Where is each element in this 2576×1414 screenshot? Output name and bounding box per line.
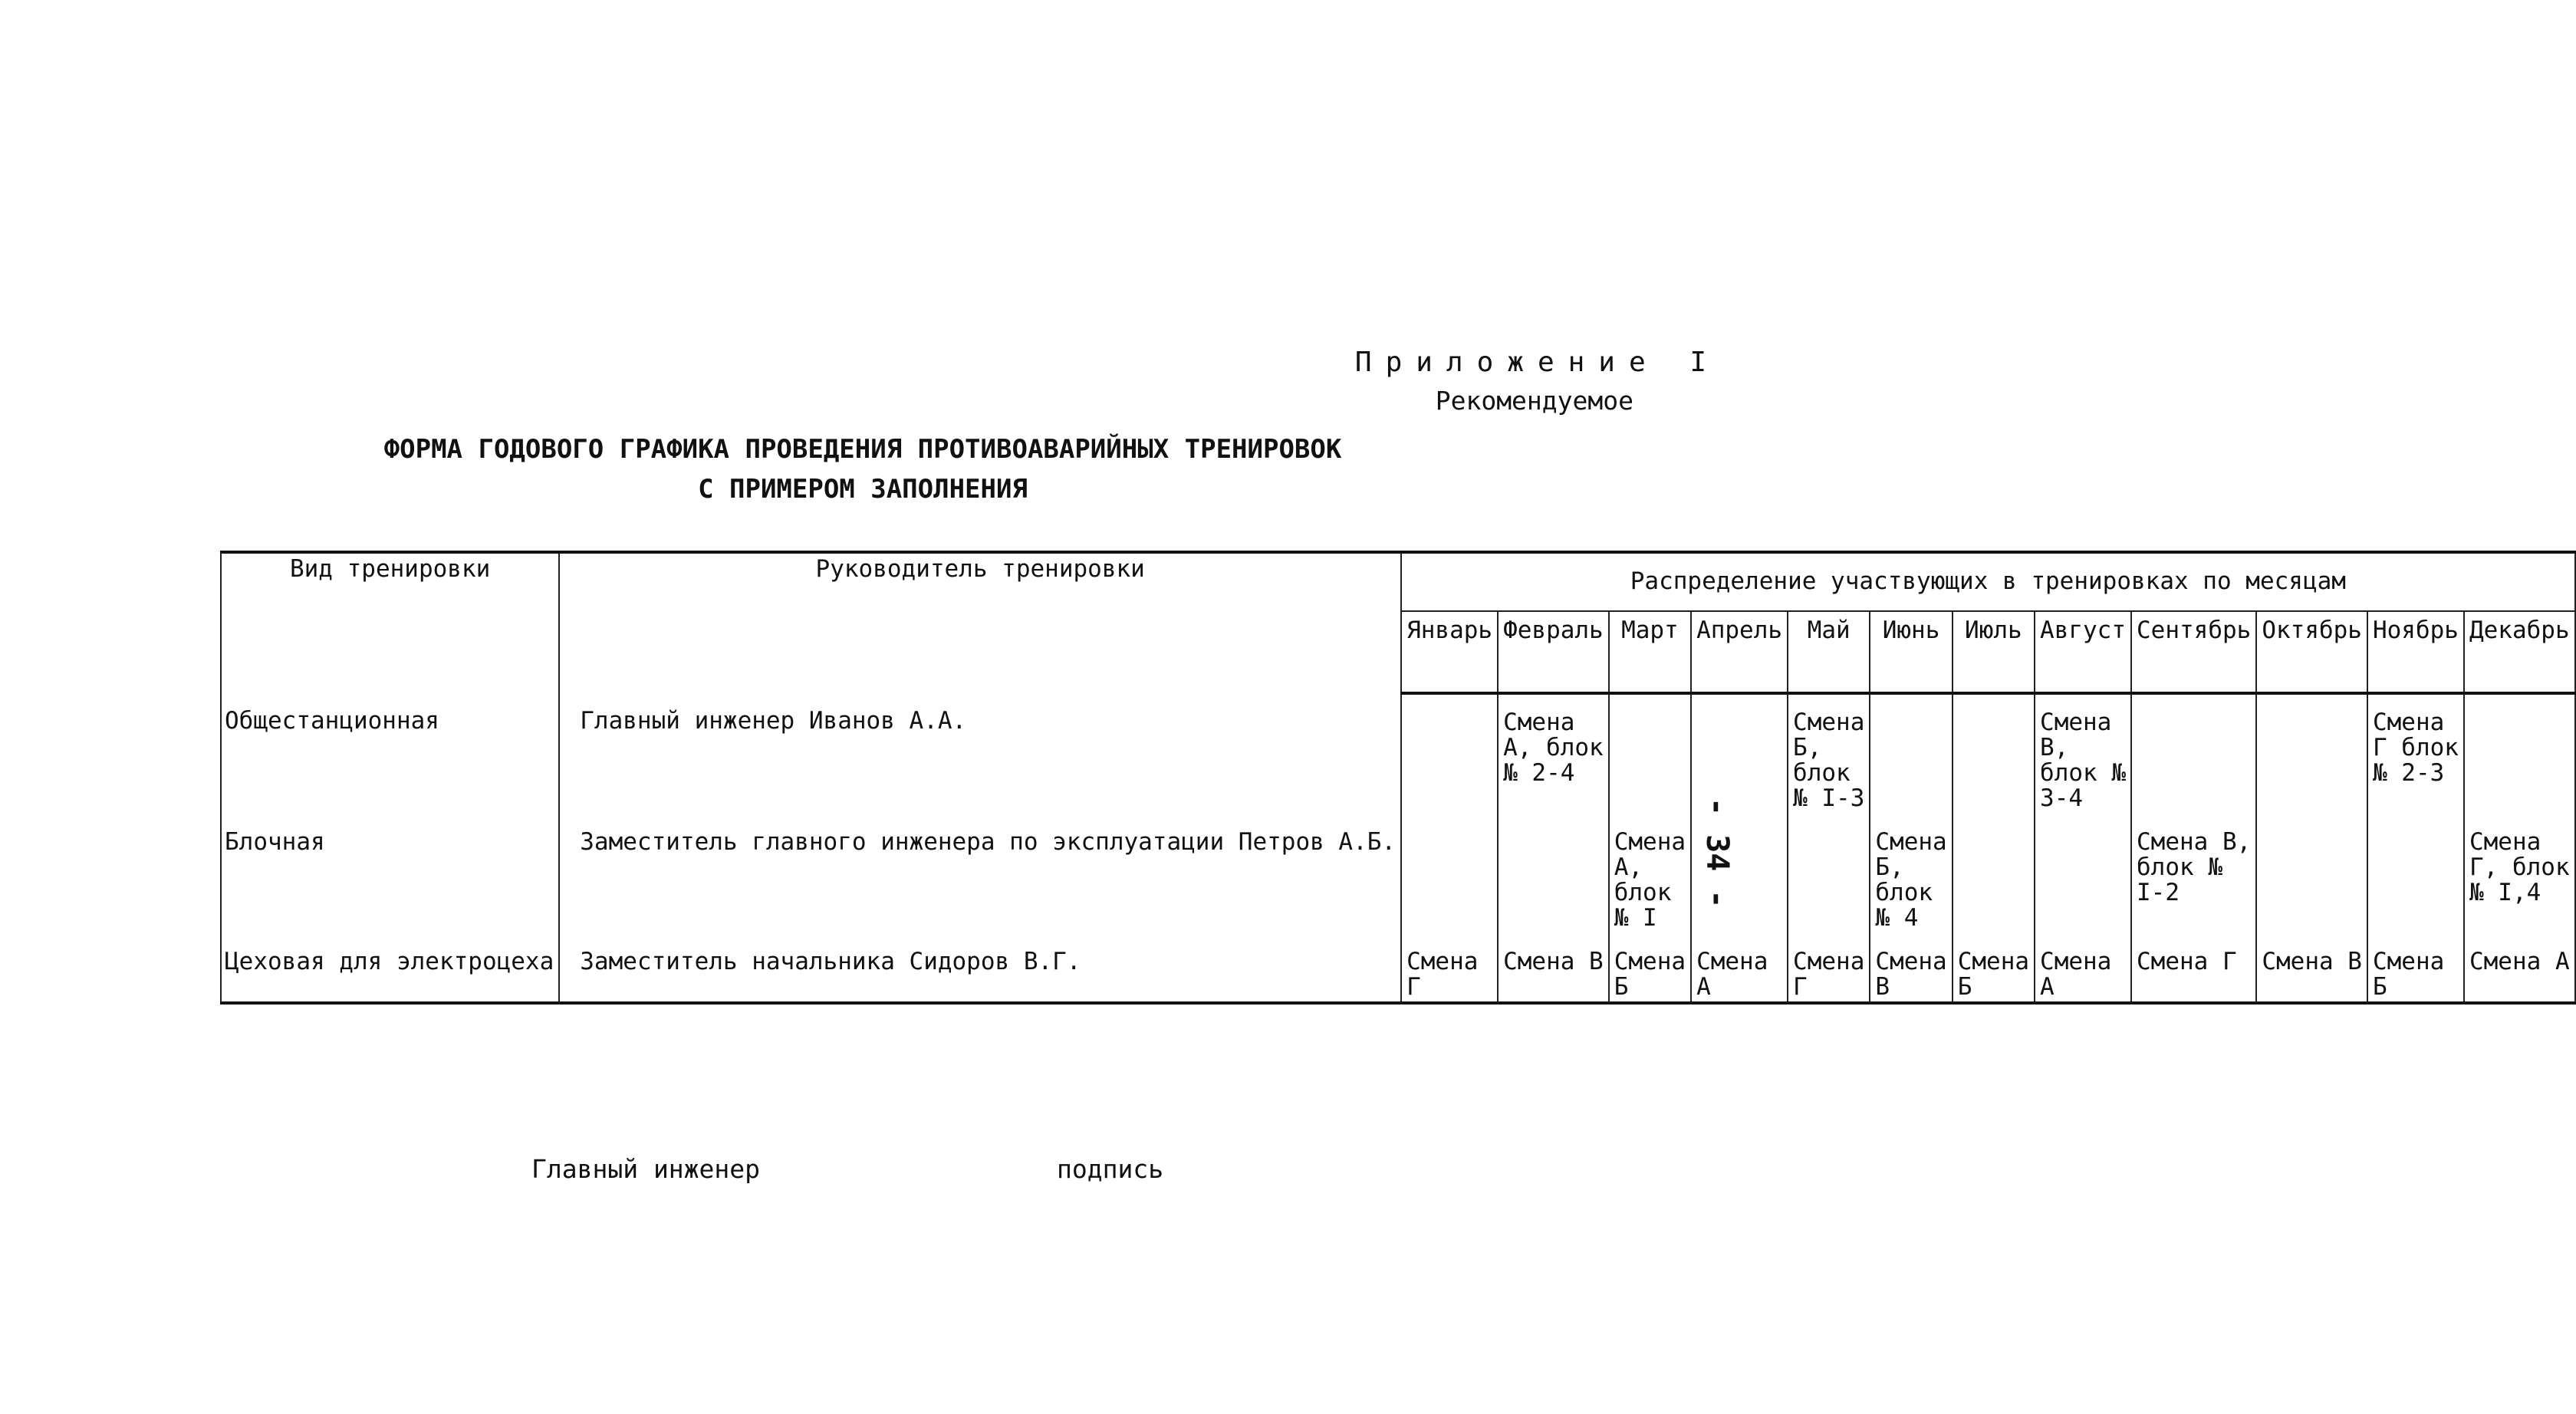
month-cell: Смена В, блок № 3-4: [2035, 693, 2131, 814]
month-header: Февраль: [1498, 611, 1609, 693]
month-cell: [2131, 693, 2256, 814]
training-kind-cell: Цеховая для электроцеха: [221, 934, 559, 1003]
header-training-leader: Руководитель тренировки: [559, 552, 1401, 693]
month-cell: [1953, 814, 2035, 934]
month-cell: Смена Г: [2131, 934, 2256, 1003]
month-cell: [2035, 814, 2131, 934]
month-header: Август: [2035, 611, 2131, 693]
month-cell: [2256, 814, 2367, 934]
header-training-kind: Вид тренировки: [221, 552, 559, 693]
month-header: Июнь: [1870, 611, 1952, 693]
month-header: Январь: [1401, 611, 1498, 693]
training-kind-cell: Блочная: [221, 814, 559, 934]
month-cell: Смена Б: [1953, 934, 2035, 1003]
training-schedule-table: [220, 551, 2576, 1005]
training-kind-cell: Общестанционная: [221, 693, 559, 814]
month-cell: Смена В: [2256, 934, 2367, 1003]
month-cell: [1788, 814, 1870, 934]
month-cell: Смена В: [1498, 934, 1609, 1003]
month-cell: [1609, 693, 1691, 814]
month-cell: Смена В: [1870, 934, 1952, 1003]
document-title-line2: С ПРИМЕРОМ ЗАПОЛНЕНИЯ: [698, 474, 1028, 505]
month-cell: [1691, 814, 1788, 934]
month-header: Март: [1609, 611, 1691, 693]
training-leader-cell: Заместитель главного инженера по эксплуатации Петров А.Б.: [559, 814, 1401, 934]
month-cell: Смена А: [1691, 934, 1788, 1003]
month-cell: Смена А, блок № 2-4: [1498, 693, 1609, 814]
month-cell: Смена Б, блок № 4: [1870, 814, 1952, 934]
month-cell: Смена Г, блок № I,4: [2464, 814, 2575, 934]
header-distribution: Распределение участвующих в тренировках по месяцам: [1401, 552, 2575, 611]
month-cell: Смена А, блок № I: [1609, 814, 1691, 934]
month-cell: Смена А: [2035, 934, 2131, 1003]
month-cell: Смена Б, блок № I-3: [1788, 693, 1870, 814]
table-row: [221, 814, 2575, 934]
appendix-label: Приложение I: [1354, 347, 1720, 378]
training-leader-cell: Главный инженер Иванов А.А.: [559, 693, 1401, 814]
table-row: [221, 934, 2575, 1003]
table-row: [221, 693, 2575, 814]
training-leader-cell: Заместитель начальника Сидоров В.Г.: [559, 934, 1401, 1003]
month-cell: [2256, 693, 2367, 814]
month-header: Сентябрь: [2131, 611, 2256, 693]
month-cell: [2367, 814, 2464, 934]
month-header: Май: [1788, 611, 1870, 693]
signature-position: Главный инженер: [531, 1154, 761, 1184]
month-cell: Смена Г: [1401, 934, 1498, 1003]
month-header: Июль: [1953, 611, 2035, 693]
month-cell: [1498, 814, 1609, 934]
month-cell: Смена Г блок № 2-3: [2367, 693, 2464, 814]
recommended-label: Рекомендуемое: [1435, 386, 1633, 416]
month-cell: Смена Б: [2367, 934, 2464, 1003]
document-title-line1: ФОРМА ГОДОВОГО ГРАФИКА ПРОВЕДЕНИЯ ПРОТИВОАВАРИЙНЫХ ТРЕНИРОВОК: [383, 434, 1342, 465]
month-cell: [1870, 693, 1952, 814]
month-cell: [1691, 693, 1788, 814]
month-cell: [1953, 693, 2035, 814]
month-header: Октябрь: [2256, 611, 2367, 693]
month-cell: Смена В, блок № I-2: [2131, 814, 2256, 934]
signature-placeholder: подпись: [1057, 1154, 1164, 1184]
month-header: Декабрь: [2464, 611, 2575, 693]
month-header: Ноябрь: [2367, 611, 2464, 693]
month-cell: Смена А: [2464, 934, 2575, 1003]
month-header: Апрель: [1691, 611, 1788, 693]
month-cell: [2464, 693, 2575, 814]
month-cell: [1401, 814, 1498, 934]
month-cell: Смена Б: [1609, 934, 1691, 1003]
month-cell: Смена Г: [1788, 934, 1870, 1003]
month-cell: [1401, 693, 1498, 814]
page-number: - 34 -: [1699, 797, 1735, 909]
